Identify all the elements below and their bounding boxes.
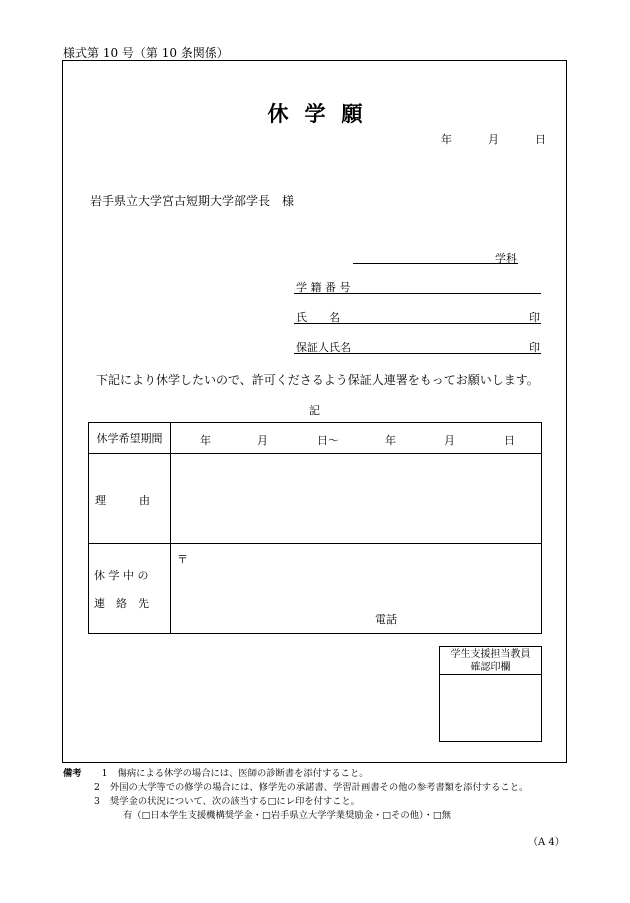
support-teacher-seal-box (439, 646, 542, 742)
date-year-label: 年 (441, 133, 452, 146)
contact-field[interactable] (171, 544, 542, 634)
date-month-label: 月 (488, 133, 499, 146)
note-3-number: 3 (94, 796, 100, 807)
notes-section (63, 767, 528, 823)
guarantor-name-label: 保証人氏名 (296, 341, 351, 354)
page-title: 休学願 (267, 101, 379, 126)
contact-label-cell (89, 544, 171, 634)
period-label: 休学希望期間 (89, 423, 171, 454)
note-1-text: 傷病による休学の場合には、医師の診断書を添付すること。 (117, 768, 369, 779)
date-day-label: 日 (535, 133, 546, 146)
request-statement: 下記により休学したいので、許可くださるよう保証人連署をもってお願いします。 (96, 373, 539, 387)
support-seal-area[interactable] (440, 675, 541, 741)
support-box-header (440, 647, 541, 675)
form-reference: 様式第 10 号（第 10 条関係） (63, 46, 229, 60)
period-year-1: 年 (200, 434, 211, 447)
department-field[interactable] (353, 251, 518, 264)
contact-label-line1: 休 学 中 の (94, 569, 149, 582)
note-2-text: 外国の大学等での修学の場合には、修学先の承諾書、学習計画書その他の参考書類を添付すること。 (109, 782, 529, 793)
addressee: 岩手県立大学宮古短期大学部学長 様 (90, 194, 295, 208)
period-day-1: 日～ (317, 434, 339, 447)
postal-mark: 〒 (177, 553, 188, 566)
period-month-1: 月 (257, 434, 268, 447)
name-label: 氏 名 (296, 311, 340, 324)
note-1-number: 1 (101, 768, 108, 779)
student-number-label: 学 籍 番 号 (296, 281, 351, 294)
department-suffix: 学科 (495, 252, 517, 265)
paper-size-label: （A 4） (528, 837, 565, 848)
period-month-2: 月 (444, 434, 455, 447)
support-box-title-line1: 学生支援担当教員 (450, 649, 531, 660)
period-field[interactable] (171, 423, 542, 454)
guarantor-seal: 印 (529, 341, 540, 354)
notes-label: 備考 (63, 768, 82, 779)
leave-details-table (88, 422, 542, 634)
support-box-title-line2: 確認印欄 (470, 662, 511, 673)
contact-label-line2: 連 絡 先 (94, 597, 149, 610)
note-2-number: 2 (94, 782, 100, 793)
reason-label: 理 由 (95, 494, 150, 507)
period-year-2: 年 (385, 434, 396, 447)
ki-heading: 記 (309, 404, 320, 417)
name-seal: 印 (529, 311, 540, 324)
phone-label: 電話 (375, 613, 397, 626)
reason-label-cell (89, 454, 171, 544)
reason-field[interactable] (171, 454, 542, 544)
period-day-2: 日 (504, 434, 515, 447)
note-3-text: 奨学金の状況について、次の該当する□にレ印を付すこと。 (109, 796, 361, 807)
scholarship-options: 有（□日本学生支援機構奨学金・□岩手県立大学学業奨励金・□その他）・□無 (123, 810, 451, 821)
